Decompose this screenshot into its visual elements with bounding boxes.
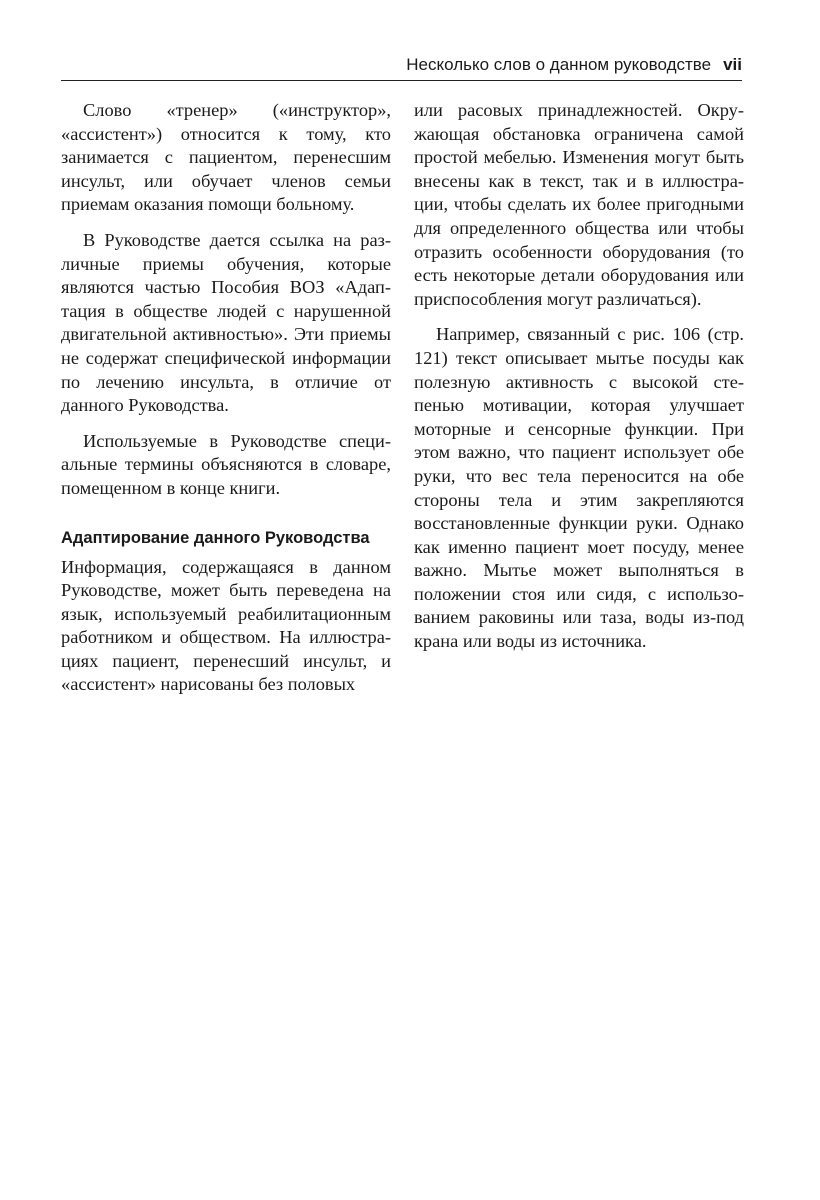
- paragraph-glossary-note: Используемые в Руководстве специальные термины объясняются в словаре, помещенном в конце книги.: [61, 430, 391, 498]
- page-number: vii: [723, 55, 742, 74]
- paragraph-who-manual-reference: В Руководстве дается ссылка на различные приемы обучения, которые являются частью Пособия ВОЗ «Адаптация в обществе людей с нарушенной двигательной активностью». Эти приемы не содержат специфической информации по лечению инсульта, в отличие от данного Руководства.: [61, 229, 391, 416]
- paragraph-adaptation-continued: или расовых принадлежностей. Окружающая обстановка ограничена самой простой мебелью. Изменения могут быть внесены как в текст, так и в иллюстрации, чтобы сделать их более пригодными для определенного общества или чтобы отразить особенности оборудования (то есть некоторые детали оборудования или приспособления могут различаться).: [414, 100, 744, 309]
- right-column: [414, 99, 744, 666]
- running-title: Несколько слов о данном руководстве: [406, 55, 712, 74]
- section-heading: Адаптирование данного Руководства: [61, 528, 370, 547]
- page-header: [61, 50, 742, 81]
- paragraph-adaptation-intro: Информация, содержащаяся в данном Руководстве, может быть переведена на язык, используемый реабилитационным работником и обществом. На иллюстрациях пациент, перенесший инсульт, и «ассистент» нарисованы без половых: [61, 556, 391, 695]
- paragraph-dishwashing-example: Например, связанный с рис. 106 (стр. 121) текст описывает мытье посуды как полезную активность с высокой степенью мотивации, которая улучшает моторные и сенсорные функции. При этом важно, что пациент использует обе руки, что вес тела переносится на обе стороны тела и этим закрепляются восстановленные функции руки. Однако как именно пациент моет посуду, менее важно. Мытье может выполняться в положении стоя или сидя, с использованием раковины или таза, воды из-под крана или воды из источника.: [414, 324, 744, 652]
- left-column: [61, 99, 391, 709]
- paragraph-trainer-definition: Слово «тренер» («инструктор», «ассистент») относится к тому, кто занимается с пациентом, перенесшим инсульт, или обучает членов семьи приемам оказания помощи больному.: [61, 100, 391, 215]
